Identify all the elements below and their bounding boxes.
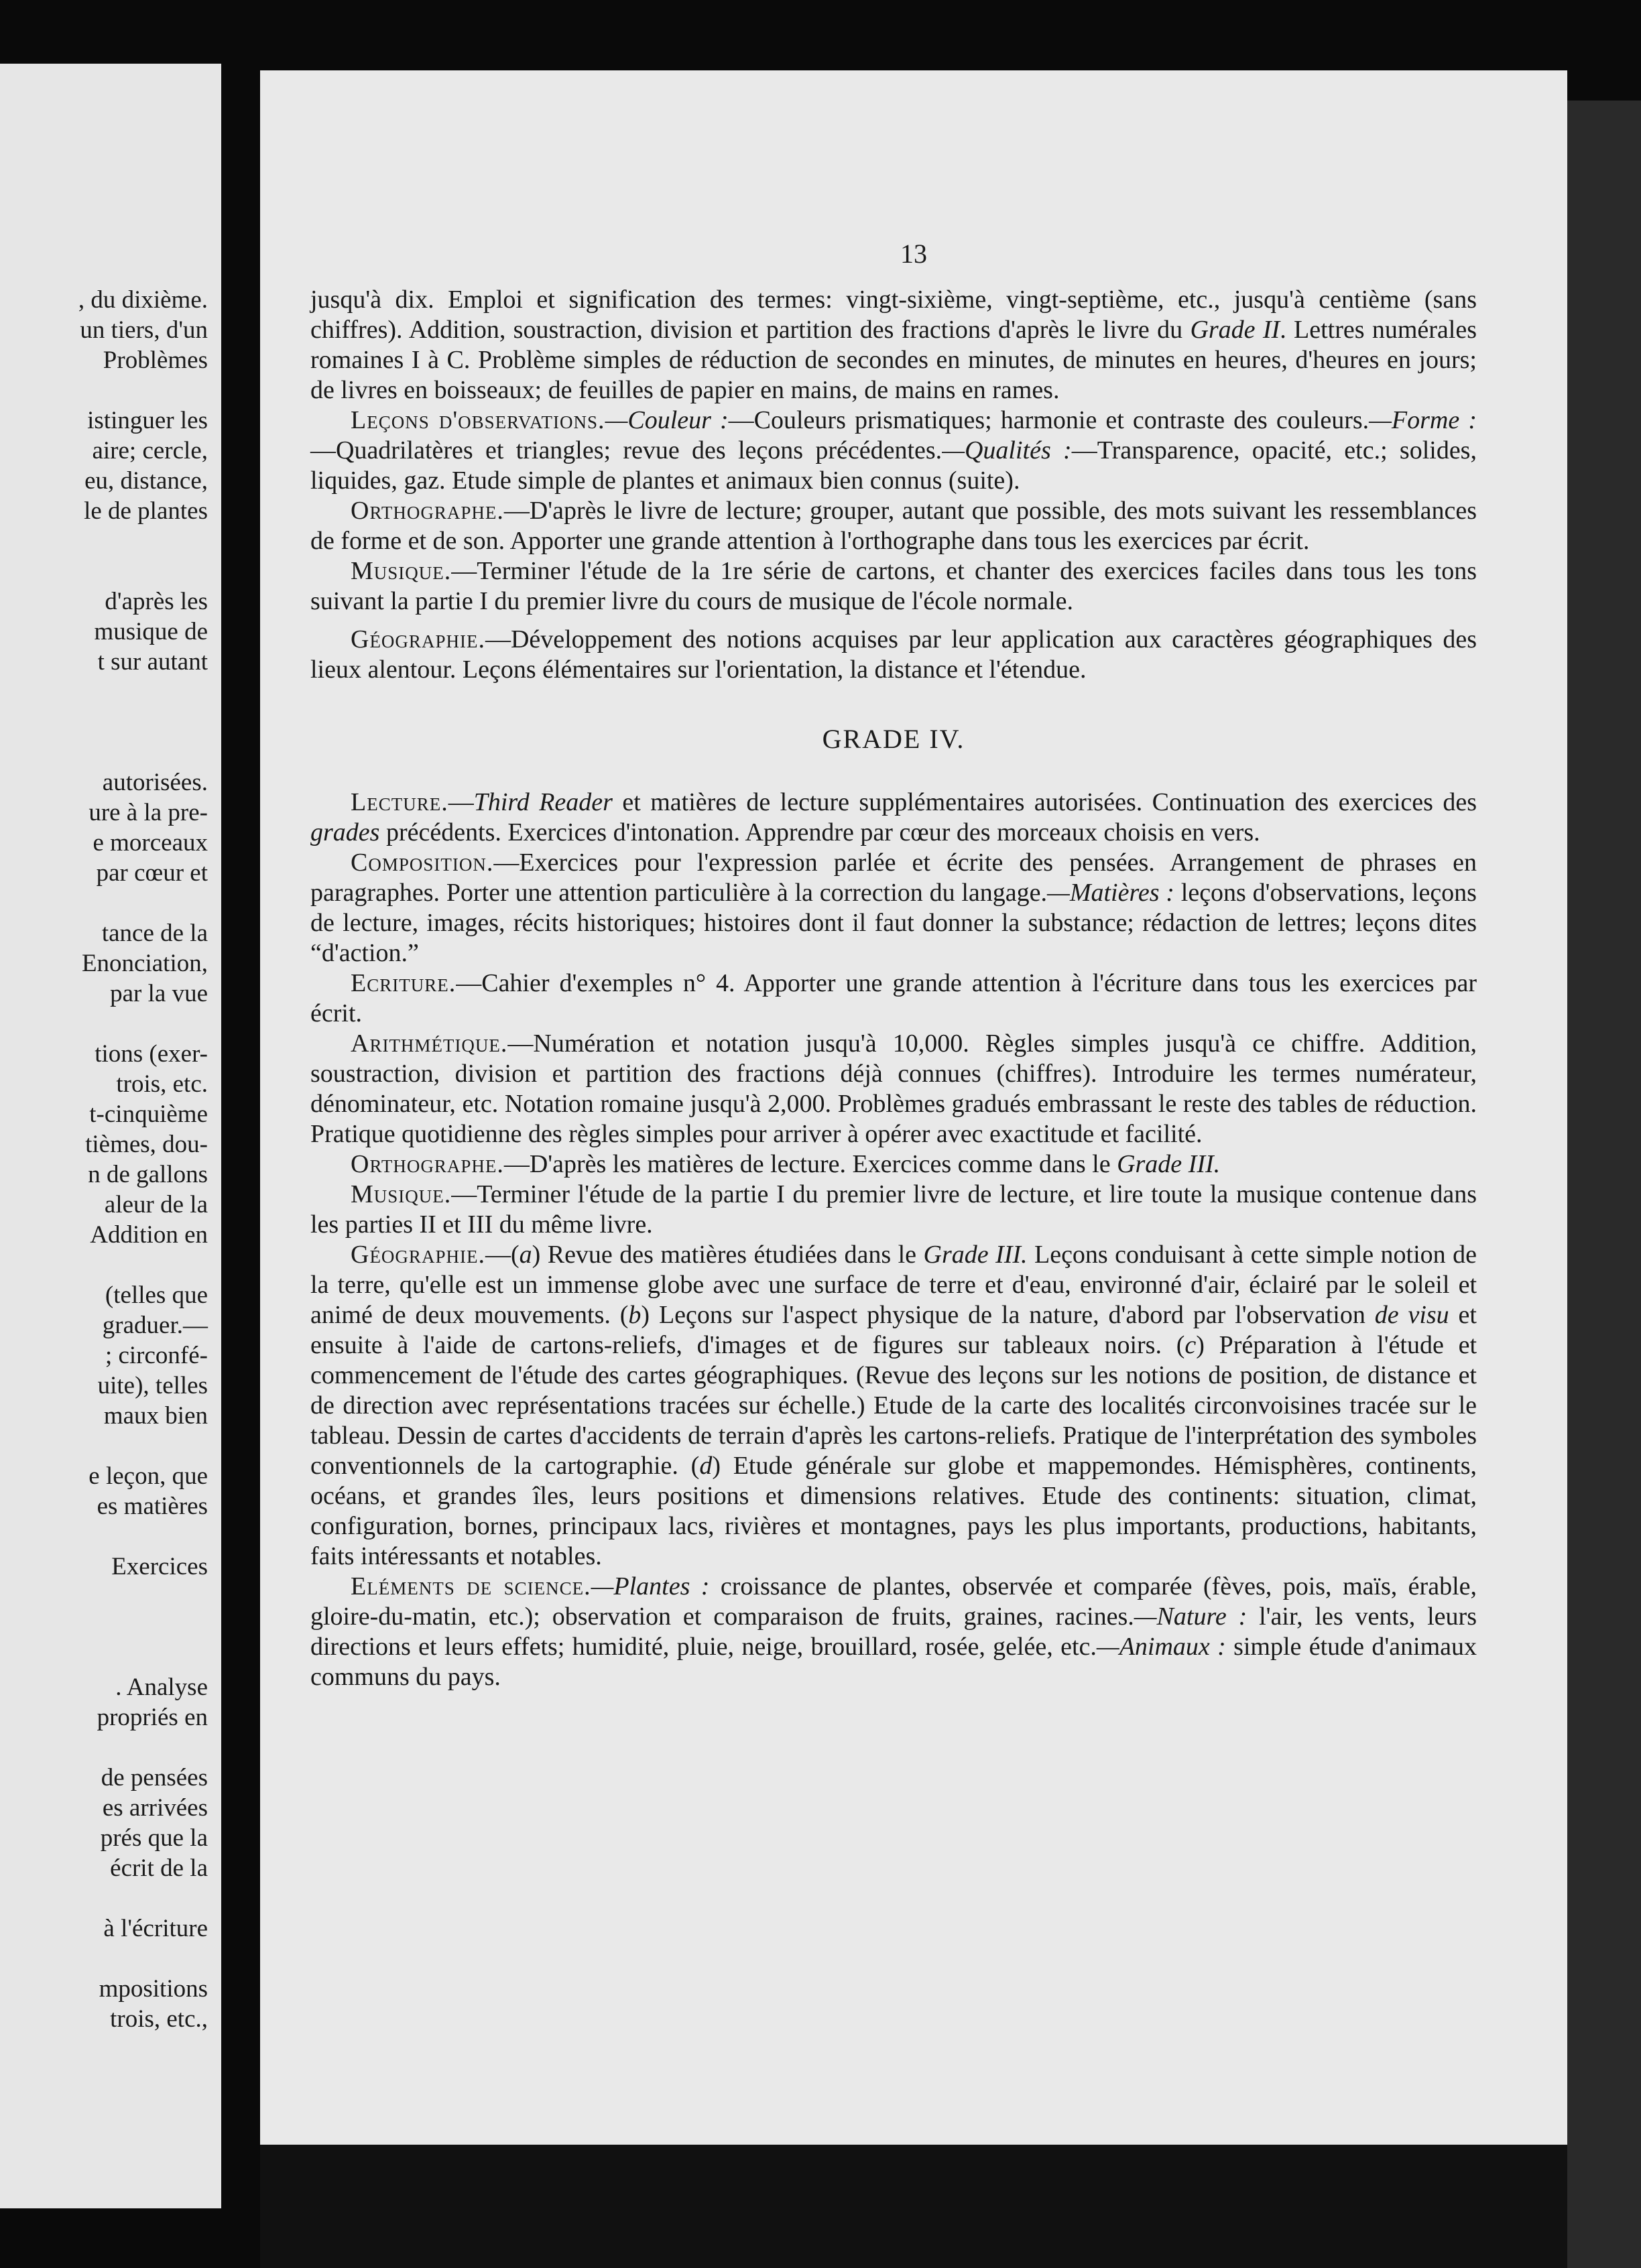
orthographe-text: —D'après le livre de lecture; grouper, autant que possible, des mots suivant les ressemblances de forme et de son. Apporter une grande attention à l'orthographe dans tous les exercices par écrit. [310,497,1477,555]
musique-g4-text: —Terminer l'étude de la partie I du premier livre de lecture, et lire toute la musique contenue dans les parties II et III du même livre. [310,1180,1477,1239]
left-page-line: n de gallons [88,1161,208,1188]
left-page-line: autorisées. [102,769,208,796]
paragraph-lecons [310,405,1477,496]
left-page-line: écrit de la [110,1854,208,1882]
left-page-line [0,375,208,405]
left-page-line [0,556,208,586]
geo-italic: Grade III. [923,1241,1028,1269]
left-page-line: Exercices [111,1553,208,1580]
orthographe-heading: Orthographe. [351,497,504,525]
left-page-line: un tiers, d'un [80,316,208,344]
composition-heading: Composition. [351,848,494,877]
left-page-line: prés que la [100,1824,208,1852]
paragraph-science [310,1572,1477,1692]
left-page-line [0,1431,208,1461]
main-page [260,70,1567,2145]
lecture-text-1: et matières de lecture supplémentaires autorisées. Continuation des exercices des [612,788,1477,816]
lecons-forme: —Forme : [1369,406,1477,434]
paragraph-geographie-top [310,625,1477,685]
geo-a: a [519,1241,532,1269]
geo-t6: ) Préparation à l'étude et commencement de l'étude des cartes géographiques. (Revue des leçons sur les notions de position, de distance et de direction avec représentations tracées sur échelle.) Etude de la carte des localités circonvoisines tracée sur le tableau. Dessin de cartes d'accidents de terrain d'après les cartons-reliefs. Pratique de l'interprétation des symboles conventionnels de la cartographie. ( [310,1331,1477,1480]
composition-text-2: leçons d'observations, leçons de lecture, images, récits historiques; histoires dont il faut donner la substance; rédaction de lettres; leçons dites “d'action.” [310,879,1477,967]
intro-rest: . Lettres numérales romaines I à C. Problème simples de réduction de secondes en minutes, de minutes en heures, d'heures en jours; de livres en boisseaux; de feuilles de papier en mains, de mains en rames. [310,316,1477,404]
paragraph-lecture [310,788,1477,848]
page-content [310,285,1477,1692]
orthographe-g4-heading: Orthographe. [351,1150,504,1178]
left-page-line: trois, etc. [116,1070,208,1098]
geo-t1: —( [485,1241,520,1269]
geo-t2: ) Revue des matières étudiées dans le [532,1241,924,1269]
paragraph-musique [310,1180,1477,1240]
page-number: 13 [900,239,927,269]
left-page-line [0,1642,208,1672]
geo-devisu: de visu [1374,1301,1449,1329]
left-page-line: es arrivées [102,1794,208,1822]
left-page-line [0,737,208,767]
left-page-line: t-cinquième [89,1100,208,1128]
geographie-g4-heading: Géographie. [351,1241,485,1269]
left-page-line: t sur autant [97,648,208,676]
left-page-line: le de plantes [84,497,208,525]
geo-t3: Leçons conduisant à cette simple notion de la terre, qu'elle est un immense globe avec une surface de terre et d'eau, environné d'air, éclairé par le soleil et animé de deux mouvements. ( [310,1241,1477,1329]
intro-italic: Grade II [1190,316,1280,344]
left-page-line [0,1250,208,1280]
musique-text: —Terminer l'étude de la 1re série de cartons, et chanter des exercices faciles dans tous les tons suivant la partie I du premier livre du cours de musique de l'école normale. [310,557,1477,615]
left-page-line: eu, distance, [84,467,208,495]
geographie-heading: Géographie. [351,625,485,653]
paragraph-geographie [310,1240,1477,1572]
geo-t7: ) Etude générale sur globe et mappemondes. Hémisphères, continents, océans, et grandes îles, leurs positions et dimensions relatives. Etude des continents: situation, climat, configuration, bornes, principaux lacs, rivières et montagnes, pays les plus importants, productions, habitants, faits intéressants et notables. [310,1452,1477,1570]
lecture-dash: — [448,788,474,816]
lecture-italic-2: grades [310,818,380,846]
left-page-line: tièmes, dou- [85,1131,208,1158]
ecriture-text: —Cahier d'exemples n° 4. Apporter une grande attention à l'écriture dans tous les exercices par écrit. [310,969,1477,1027]
left-page-line: es matières [97,1493,208,1520]
left-page-line: par la vue [110,980,208,1007]
left-page-line: Enonciation, [81,950,208,977]
paragraph-orthographe-top [310,496,1477,556]
lecons-qualites: —Qualités : [942,436,1072,464]
left-page-line: aleur de la [104,1191,208,1218]
lecture-italic: Third Reader [473,788,613,816]
paragraph-musique-top [310,556,1477,617]
left-page-line: Addition en [90,1221,208,1249]
book-gutter [221,0,261,2268]
science-nature: —Nature : [1134,1602,1248,1631]
arithmetique-heading: Arithmétique. [351,1029,508,1058]
science-text-3: simple étude d'animaux communs du pays. [310,1633,1477,1691]
paragraph-ecriture [310,968,1477,1029]
lecons-text-3: —Transparence, opacité, etc.; solides, liquides, gaz. Etude simple de plantes et animaux bien connus (suite). [310,436,1477,495]
paragraph-composition [310,848,1477,968]
left-page-line: à l'écriture [103,1915,208,1942]
geo-d: d [699,1452,713,1480]
left-page-line: Problèmes [103,346,208,374]
left-page-line [0,1612,208,1642]
left-page-line: ure à la pre- [88,799,208,826]
lecture-text-2: précédents. Exercices d'intonation. Apprendre par cœur des morceaux choisis en vers. [379,818,1260,846]
science-plantes: —Plantes : [591,1572,710,1600]
grade-title: GRADE IV. [822,724,965,754]
left-page-line: e morceaux [93,829,208,857]
intro-text: jusqu'à dix. Emploi et signification des termes: vingt-sixième, vingt-septième, etc., jusqu'à centième (sans chiffres). Addition, soustraction, division et partition des fractions d'après le livre du [310,286,1477,344]
left-page-line: d'après les [105,588,208,615]
lecons-text-2: —Quadrilatères et triangles; revue des leçons précédentes. [310,436,943,464]
paragraph-orthographe [310,1149,1477,1180]
left-page-line: . Analyse [115,1674,208,1701]
science-animaux: —Animaux : [1096,1633,1226,1661]
left-page-line [0,1944,208,1974]
left-page-line: tions (exer- [95,1040,208,1068]
paragraph-arithmetique [310,1029,1477,1149]
lecons-couleur: —Couleur : [605,406,729,434]
musique-heading: Musique. [351,557,452,585]
left-page-text [0,285,208,2034]
left-page-line [0,1732,208,1763]
left-page-line [0,1883,208,1913]
left-page-line: aire; cercle, [92,437,208,464]
left-page-line: tance de la [101,920,208,947]
lecons-text-1: —Couleurs prismatiques; harmonie et contraste des couleurs. [728,406,1370,434]
left-page-line: mpositions [99,1975,208,2003]
composition-text-1: —Exercices pour l'expression parlée et écrite des pensées. Arrangement de phrases en paragraphes. Porter une attention particulière à la correction du langage. [310,848,1477,907]
left-page-line [0,888,208,918]
left-page-line: , du dixième. [78,286,208,314]
left-page-line [0,1521,208,1552]
lecons-heading: Leçons d'observations. [351,406,605,434]
paragraph-intro [310,285,1477,405]
lecture-heading: Lecture. [351,788,448,816]
geo-c: c [1184,1331,1197,1359]
left-page-line [0,707,208,737]
page-stack-edge [1567,101,1641,2268]
left-page-line: ; circonfé- [105,1342,208,1369]
left-page-line: istinguer les [87,407,208,434]
geo-t5: et ensuite à l'aide de cartons-reliefs, d'images et de figures sur tableaux noirs. ( [310,1301,1477,1359]
left-page-line: de pensées [101,1764,208,1791]
left-page-line: trois, etc., [110,2005,208,2033]
left-page-line: par cœur et [96,859,208,887]
left-page-line: maux bien [103,1402,208,1430]
left-page-line [0,526,208,556]
left-page-line: uite), telles [97,1372,208,1399]
left-page-line: graduer.— [102,1312,208,1339]
arithmetique-text: —Numération et notation jusqu'à 10,000. Règles simples jusqu'à ce chiffre. Addition, soustraction, division et partition des fractions déjà connues (chiffres). Introduire les termes numérateur, dénominateur, etc. Notation romaine jusqu'à 2,000. Problèmes gradués embrassant le reste des tables de réduction. Pratique quotidienne des règles simples pour arriver à opérer avec exactitude et facilité. [310,1029,1477,1148]
composition-italic: —Matières : [1047,879,1174,907]
left-page-fragment [0,64,221,2208]
orthographe-g4-italic: Grade III. [1117,1150,1221,1178]
left-page-line: (telles que [105,1281,208,1309]
science-text-1: croissance de plantes, observée et comparée (fèves, pois, maïs, érable, gloire-du-matin, etc.); observation et comparaison de fruits, graines, racines. [310,1572,1477,1631]
left-page-line [0,677,208,707]
ecriture-heading: Ecriture. [351,969,457,997]
geo-b: b [628,1301,642,1329]
left-page-line: propriés en [97,1704,208,1731]
left-page-line [0,1582,208,1612]
musique-g4-heading: Musique. [351,1180,452,1208]
left-page-line: musique de [94,618,208,645]
orthographe-g4-text: —D'après les matières de lecture. Exercices comme dans le [503,1150,1117,1178]
science-heading: Eléments de science. [351,1572,591,1600]
geo-t4: ) Leçons sur l'aspect physique de la nature, d'abord par l'observation [641,1301,1375,1329]
left-page-line [0,1009,208,1039]
scan-bottom-border [260,2145,1567,2268]
geographie-text: —Développement des notions acquises par leur application aux caractères géographiques des lieux alentour. Leçons élémentaires sur l'orientation, la distance et l'étendue. [310,625,1477,684]
science-text-2: l'air, les vents, leurs directions et leurs effets; humidité, pluie, neige, brouillard, rosée, gelée, etc. [310,1602,1477,1661]
left-page-line: e leçon, que [88,1462,208,1490]
